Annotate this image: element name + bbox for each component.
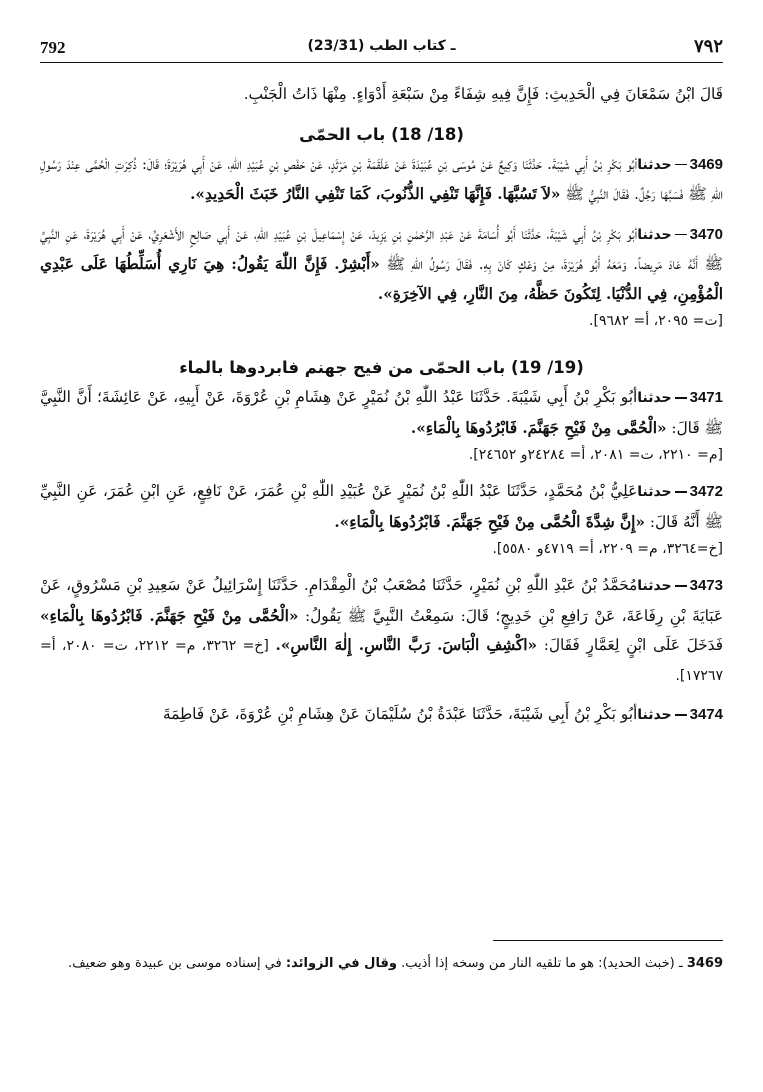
hadith-3469 — [40, 150, 723, 210]
footnote-term: (خبث الحديد): — [598, 956, 675, 971]
hadith-isnad: عَلِيُّ بْنُ مُحَمَّدٍ، حَدَّثَنَا عَبْدُ اللّٰهِ بْنُ نُمَيْرٍ عَنْ عُبَيْدِ اللّٰهِ بْنِ عُمَرَ، عَنْ نَافِعٍ، عَنِ ابْنِ عُمَرَ، عَنِ النَّبِيِّ ﷺ أَنَّهُ قَالَ: — [40, 482, 723, 531]
haddathana-word: حدثنا — [637, 707, 672, 723]
hadith-matn: «لاَ تَسُبَّهَا. فَإِنَّهَا تَنْفِي الذُّنُوبَ، كَمَا تَنْفِي النَّارُ خَبَثَ الْحَدِيدِ». — [190, 185, 561, 203]
haddathana-word: حدثنا — [637, 484, 672, 500]
haddathana-word: حدثنا — [637, 226, 672, 243]
dash-separator — [675, 397, 687, 399]
hadith-isnad: أبُو بَكْرِ بْنُ أَبِي شَيْبَةَ. حَدَّثَنَا وَكِيعٌ عَنْ مُوسَى بْنِ عُبَيْدَةَ عَنْ عَلْقَمَةَ بْنِ مَرْثَدٍ، عَنْ حَفْصِ بْنِ عُبَيْدِ اللّٰهِ، عَنْ أَبِي هُرَيْرَةَ؛ قَالَ: ذُكِرَتِ الْحُمَّى عِنْدَ رَسُولِ اللّٰهِ ﷺ فَسَبَّهَا رَجُلٌ. فَقَالَ النَّبِيُّ ﷺ — [40, 154, 723, 203]
footnote-number: 3469 — [686, 956, 723, 971]
hadith-matn: «أَبْشِرْ. فَإِنَّ اللّٰهَ يَقُولُ: هِيَ نَارِي أُسَلِّطُهَا عَلَى عَبْدِي الْمُؤْمِنِ، فِي الدُّنْيَا. لِتَكُونَ حَظَّهُ، مِنَ النَّارِ، فِي الآخِرَةِ». — [40, 255, 723, 303]
hadith-3472 — [40, 477, 723, 537]
chapter-18-title: (18/ 18) باب الحمّى — [299, 124, 464, 144]
footnote — [40, 950, 723, 978]
footnote-zawaid-text: في إسناده موسى بن عبيدة وهو ضعيف. — [68, 956, 282, 971]
footnote-dash: ـ — [678, 956, 683, 971]
hadith-matn: «الْحُمَّى مِنْ فَيْحِ جَهَنَّمَ. فَابْرُدُوهَا بِالْمَاءِ». — [410, 418, 667, 437]
running-title: (23/31) ـ كتاب الطب — [307, 38, 456, 54]
chapter-19-title: (19/ 19) باب الحمّى من فيح جهنم فابردوها بالماء — [179, 358, 584, 377]
hadith-isnad: مُحَمَّدُ بْنُ عَبْدِ اللّٰهِ بْنِ نُمَيْرٍ، حَدَّثَنَا مُصْعَبُ بْنُ الْمِقْدَامِ. حَدَّثَنَا إِسْرَائِيلُ عَنْ سَعِيدِ بْنِ مَسْرُوقٍ، عَنْ عَبَايَةَ بْنِ رِفَاعَةَ، عَنْ رَافِعِ بْنِ خَدِيجٍ؛ قَالَ: سَمِعْتُ النَّبِيَّ ﷺ يَقُولُ: — [40, 576, 723, 625]
hadith-matn-2: «اكْشِفِ الْبَاسَ. رَبَّ النَّاسِ. إِلٰهَ النَّاسِ». — [275, 636, 538, 654]
hadith-3473 — [40, 571, 723, 690]
dash-separator — [675, 714, 687, 716]
hadith-3472-refs: [خ=٣٢٦٤، م= ٢٢٠٩، أ= ٤٧١٩و ٥٥٨٠]. — [492, 541, 723, 557]
hadith-3470-refs: [ت= ٢٠٩٥، أ= ٩٦٨٢]. — [589, 313, 723, 329]
hadith-number: 3470 — [689, 225, 723, 243]
dash-separator — [675, 491, 687, 493]
hadith-matn-1: «الْحُمَّى مِنْ فَيْحِ جَهَنَّمَ. فَابْرُدُوهَا بِالْمَاءِ» — [40, 606, 299, 625]
hadith-number: 3474 — [689, 706, 723, 723]
haddathana-word: حدثنا — [637, 578, 672, 594]
page-body — [40, 80, 723, 731]
hadith-isnad: أبُو بَكْرِ بْنُ أَبِي شَيْبَةَ، حَدَّثَنَا أَبُو أُسَامَةَ عَنْ عَبْدِ الرَّحْمٰنِ بْنِ يَزِيدَ، عَنْ إِسْمَاعِيلَ بْنِ عُبَيْدِ اللّٰهِ، عَنْ أَبِي صَالِحٍ الأَشْعَرِيِّ، عَنْ أَبِي هُرَيْرَةَ، عَنِ النَّبِيِّ ﷺ أَنَّهُ عَادَ مَرِيضاً. وَمَعَهُ أَبُو هُرَيْرَةَ، مِنْ وَعْكٍ كَانَ بِهِ. فَقَالَ رَسُولُ اللّٰهِ ﷺ — [40, 224, 723, 273]
hadith-isnad: أبُو بَكْرِ بْنُ أَبِي شَيْبَةَ، حَدَّثَنَا عَبْدَةُ بْنُ سُلَيْمَانَ عَنْ هِشَامِ بْنِ عُرْوَةَ، عَنْ فَاطِمَةَ — [162, 705, 638, 723]
hadith-number: 3472 — [689, 483, 723, 500]
haddathana-word: حدثنا — [637, 156, 672, 173]
haddathana-word: حدثنا — [637, 390, 672, 406]
hadith-number: 3471 — [689, 389, 723, 406]
hadith-number: 3469 — [689, 155, 723, 173]
hadith-number: 3473 — [689, 577, 723, 594]
footnote-zawaid-label: وقال في الزوائد: — [285, 956, 397, 971]
hadith-narration-middle: فَدَخَلَ عَلَى ابْنٍ لِعَمَّارٍ فَقَالَ: — [543, 636, 723, 654]
dash-separator — [675, 164, 687, 166]
hadith-3471 — [40, 383, 723, 443]
hadith-3474 — [40, 700, 723, 731]
page-header — [40, 38, 723, 63]
footnote-definition: هو ما تلقيه النار من وسخه إذا أذيب. — [401, 956, 594, 971]
hadith-isnad: أبُو بَكْرِ بْنُ أَبِي شَيْبَةَ. حَدَّثَنَا عَبْدُ اللّٰهِ بْنُ نُمَيْرٍ عَنْ هِشَامِ بْنِ عُرْوَةَ، عَنْ أَبِيهِ، عَنْ عَائِشَةَ؛ أَنَّ النَّبِيَّ ﷺ قَالَ: — [40, 388, 723, 437]
hadith-3471-refs: [م= ٢٢١٠، ت= ٢٠٨١، أ= ٢٤٢٨٤و ٢٤٦٥٢]. — [468, 447, 723, 463]
hadith-matn: «إِنَّ شِدَّةَ الْحُمَّى مِنْ فَيْحِ جَهَنَّمَ. فَابْرُدُوهَا بِالْمَاءِ». — [334, 512, 645, 531]
footnote-rule — [493, 940, 723, 941]
page-number-arabic: ٧٩٢ — [693, 36, 723, 57]
hadith-3470 — [40, 220, 723, 310]
intro-line: قَالَ ابْنُ سَمْعَانَ فِي الْحَدِيثِ: فَإِنَّ فِيهِ شِفَاءً مِنْ سَبْعَةِ أَدْوَاءٍ. مِنْهَا ذَاتُ الْجَنْبِ. — [243, 85, 723, 103]
hadith-3473-refs: [خ= ٣٢٦٢، م= ٢٢١٢، ت= ٢٠٨٠، أ= ١٧٢٦٧]. — [40, 638, 723, 684]
dash-separator — [675, 585, 687, 587]
page-number-latin: 792 — [40, 38, 66, 57]
dash-separator — [675, 234, 687, 236]
